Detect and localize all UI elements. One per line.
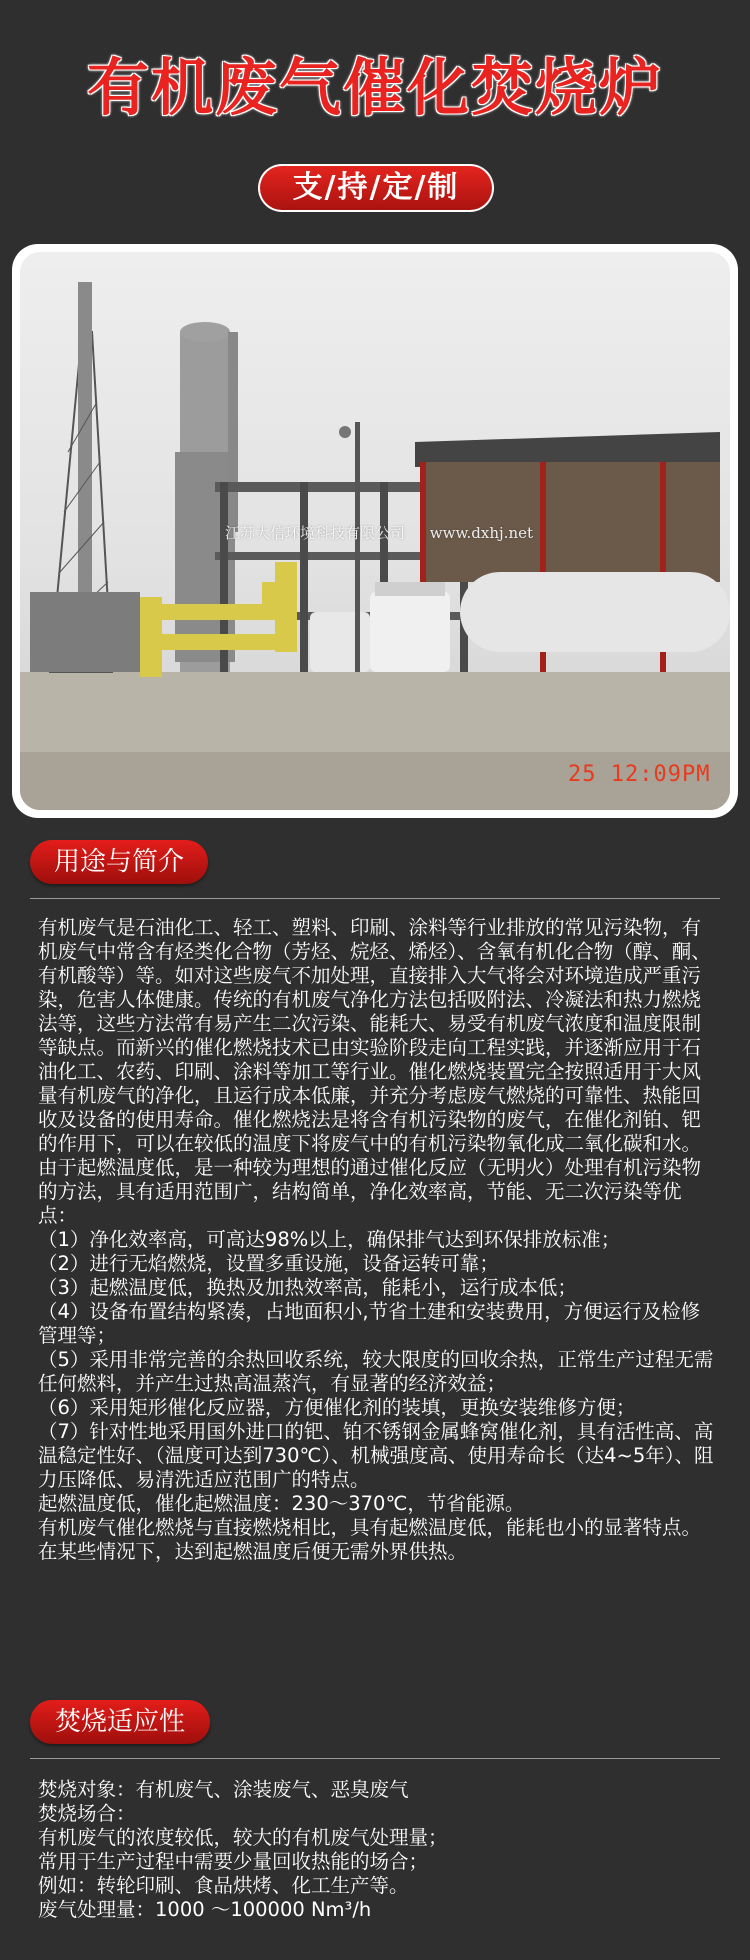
product-photo bbox=[20, 252, 730, 810]
section-applicability-title: 焚烧适应性 bbox=[30, 1700, 210, 1744]
watermark-url: www.dxhj.net bbox=[429, 524, 534, 542]
advantage-7: （7）针对性地采用国外进口的钯、铂不锈钢金属蜂窝催化剂，具有活性高、高温稳定性好、（温度可达到730℃）、机械强度高、使用寿命长（达4~5年）、阻力压降低、易清洗适应范围广的特点。 bbox=[38, 1420, 714, 1491]
advantage-5: （5）采用非常完善的余热回收系统，较大限度的回收余热，正常生产过程无需任何燃料，并产生过热高温蒸汽，有显著的经济效益； bbox=[38, 1348, 714, 1395]
section-usage-divider bbox=[30, 898, 720, 899]
advantage-4: （4）设备布置结构紧凑，占地面积小,节省土建和安装费用，方便运行及检修管理等； bbox=[38, 1300, 701, 1347]
advantage-1: （1）净化效率高，可高达98%以上，确保排气达到环保排放标准； bbox=[38, 1228, 621, 1251]
section-applicability-body bbox=[38, 1778, 718, 1922]
occasion-2: 常用于生产过程中需要少量回收热能的场合； bbox=[38, 1850, 429, 1873]
section-usage-body bbox=[38, 916, 718, 1564]
photo-watermark bbox=[225, 522, 533, 543]
product-photo-frame bbox=[12, 244, 738, 818]
customization-badge: 支/持/定/制 bbox=[258, 164, 494, 212]
occasion-1: 有机废气的浓度较低，较大的有机废气处理量； bbox=[38, 1826, 448, 1849]
advantage-3: （3）起燃温度低，换热及加热效率高，能耗小，运行成本低； bbox=[38, 1276, 577, 1299]
gas-volume: 废气处理量：1000 ～100000 Nm³/h bbox=[38, 1898, 372, 1921]
watermark-company: 江苏大信环境科技有限公司 bbox=[225, 524, 406, 542]
photo-timestamp: 25 12:09PM bbox=[568, 762, 711, 787]
advantage-2: （2）进行无焰燃烧，设置多重设施，设备运转可靠； bbox=[38, 1252, 499, 1275]
examples: 例如：转轮印刷、食品烘烤、化工生产等。 bbox=[38, 1874, 409, 1897]
incineration-occasions-label: 焚烧场合： bbox=[38, 1802, 136, 1825]
section-applicability-divider bbox=[30, 1758, 720, 1759]
intro-paragraph: 有机废气是石油化工、轻工、塑料、印刷、涂料等行业排放的常见污染物，有机废气中常含有烃类化合物（芳烃、烷烃、烯烃）、含氧有机化合物（醇、酮、有机酸等）等。如对这些废气不加处理，直接排入大气将会对环境造成严重污染，危害人体健康。传统的有机废气净化方法包括吸附法、冷凝法和热力燃烧法等，这些方法常有易产生二次污染、能耗大、易受有机废气浓度和温度限制等缺点。而新兴的催化燃烧技术已由实验阶段走向工程实践，并逐渐应用于石油化工、农药、印刷、涂料等加工等行业。催化燃烧装置完全按照适用于大风量有机废气的净化，且运行成本低廉，并充分考虑废气燃烧的可靠性、热能回收及设备的使用寿命。催化燃烧法是将含有机污染物的废气，在催化剂铂、钯的作用下，可以在较低的温度下将废气中的有机污染物氧化成二氧化碳和水。由于起燃温度低，是一种较为理想的通过催化反应（无明火）处理有机污染物的方法，具有适用范围广，结构简单，净化效率高，节能、无二次污染等优点： bbox=[38, 916, 711, 1227]
advantage-6: （6）采用矩形催化反应器，方便催化剂的装填，更换安装维修方便； bbox=[38, 1396, 636, 1419]
section-usage-title: 用途与简介 bbox=[30, 840, 208, 884]
comparison-note: 有机废气催化燃烧与直接燃烧相比，具有起燃温度低，能耗也小的显著特点。在某些情况下，达到起燃温度后便无需外界供热。 bbox=[38, 1516, 702, 1563]
ignition-temperature: 起燃温度低，催化起燃温度：230～370℃，节省能源。 bbox=[38, 1492, 525, 1515]
incineration-targets: 焚烧对象：有机废气、涂装废气、恶臭废气 bbox=[38, 1778, 409, 1801]
page-title: 有机废气催化焚烧炉 bbox=[86, 51, 663, 124]
